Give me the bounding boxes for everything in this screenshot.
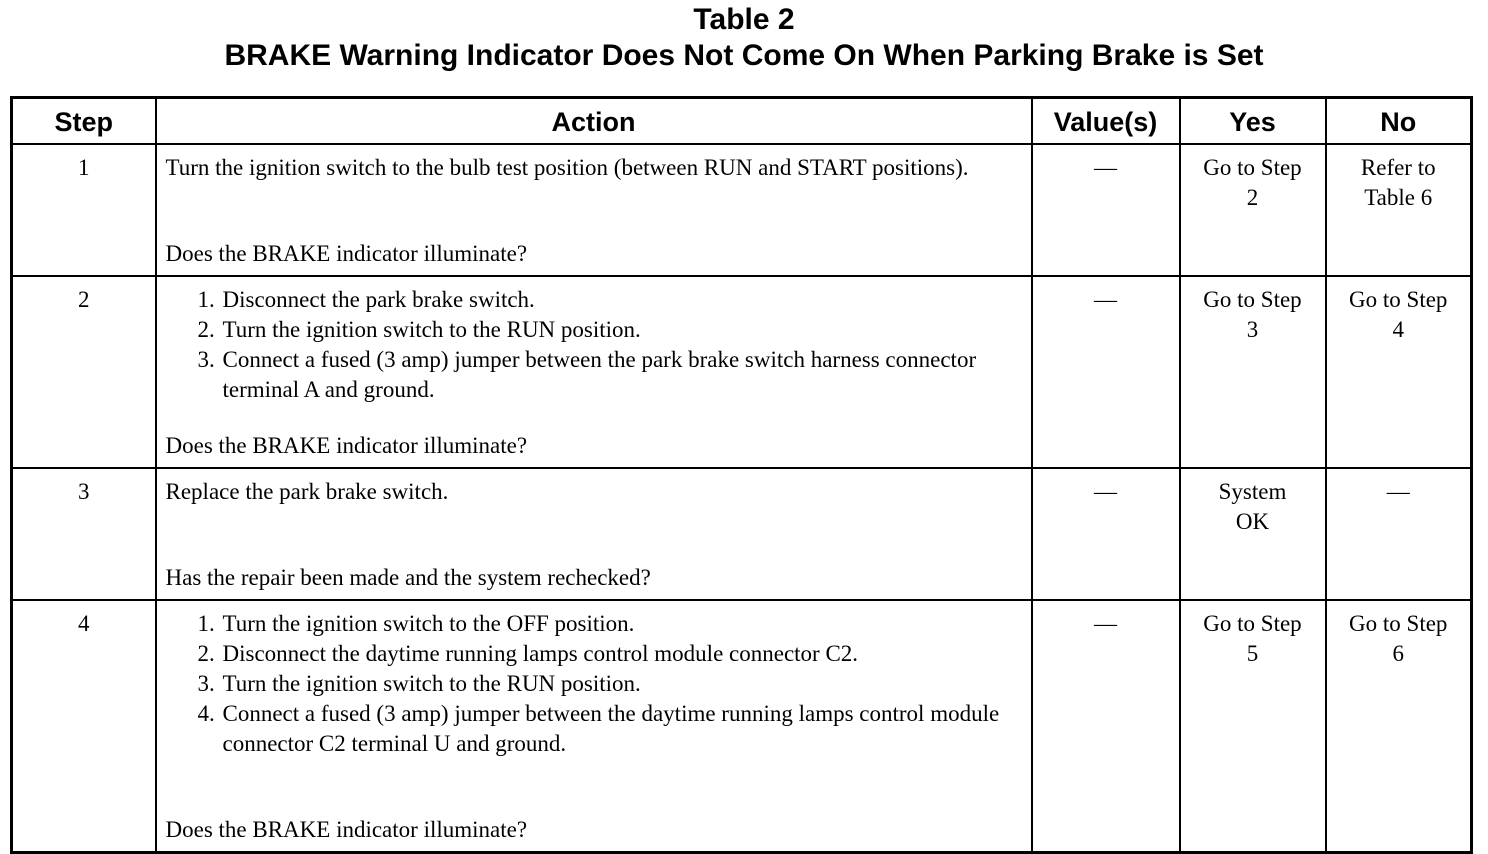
yes-line2: 3 bbox=[1246, 317, 1259, 342]
yes-line1: Go to Step bbox=[1203, 611, 1302, 636]
action-question: Does the BRAKE indicator illuminate? bbox=[165, 433, 528, 458]
table-row bbox=[12, 144, 1472, 276]
action-question: Does the BRAKE indicator illuminate? bbox=[165, 241, 528, 266]
no-line2: Table 6 bbox=[1364, 185, 1433, 210]
action-question: Does the BRAKE indicator illuminate? bbox=[165, 817, 528, 842]
no-line1: Go to Step bbox=[1349, 287, 1448, 312]
yes-cell bbox=[1180, 468, 1326, 600]
action-item: 4. Connect a fused (3 amp) jumper between the daytime running lamps control module connector C2 terminal U and ground. bbox=[221, 699, 1023, 759]
diagnostic-table bbox=[10, 96, 1473, 854]
header-values: Value(s) bbox=[1032, 98, 1180, 145]
yes-line1: System bbox=[1218, 479, 1287, 504]
no-cell bbox=[1326, 144, 1472, 276]
no-cell bbox=[1326, 600, 1472, 853]
table-title: Table 2 bbox=[693, 3, 795, 36]
action-question: Has the repair been made and the system rechecked? bbox=[165, 565, 651, 590]
step-cell: 2 bbox=[12, 276, 156, 468]
yes-line2: OK bbox=[1235, 509, 1270, 534]
action-item: 1. Turn the ignition switch to the OFF position. bbox=[221, 609, 1023, 639]
yes-line1: Go to Step bbox=[1203, 155, 1302, 180]
action-list bbox=[166, 609, 1023, 759]
step-cell: 4 bbox=[12, 600, 156, 853]
action-text: Replace the park brake switch. bbox=[165, 479, 449, 504]
no-line1: Refer to bbox=[1360, 155, 1436, 180]
step-cell: 3 bbox=[12, 468, 156, 600]
action-item: 1. Disconnect the park brake switch. bbox=[221, 285, 1023, 315]
action-item: 3. Connect a fused (3 amp) jumper between the park brake switch harness connector terminal A and ground. bbox=[221, 345, 1023, 405]
header-row bbox=[12, 98, 1472, 145]
values-cell: — bbox=[1032, 144, 1180, 276]
action-cell bbox=[156, 600, 1032, 853]
action-item: 2. Disconnect the daytime running lamps control module connector C2. bbox=[221, 639, 1023, 669]
no-cell bbox=[1326, 276, 1472, 468]
no-line1: — bbox=[1386, 479, 1410, 504]
table-row bbox=[12, 468, 1472, 600]
step-cell: 1 bbox=[12, 144, 156, 276]
table-row bbox=[12, 600, 1472, 853]
no-line2: 6 bbox=[1392, 641, 1404, 666]
values-cell: — bbox=[1032, 600, 1180, 853]
yes-line2: 5 bbox=[1246, 641, 1259, 666]
yes-cell bbox=[1180, 144, 1326, 276]
action-text: Turn the ignition switch to the bulb test position (between RUN and START positions). bbox=[165, 155, 969, 180]
header-yes: Yes bbox=[1180, 98, 1326, 145]
values-cell: — bbox=[1032, 468, 1180, 600]
no-line2: 4 bbox=[1392, 317, 1404, 342]
header-action: Action bbox=[156, 98, 1032, 145]
action-item: 3. Turn the ignition switch to the RUN position. bbox=[221, 669, 1023, 699]
no-cell bbox=[1326, 468, 1472, 600]
action-cell bbox=[156, 144, 1032, 276]
action-cell bbox=[156, 276, 1032, 468]
table-row bbox=[12, 276, 1472, 468]
yes-cell bbox=[1180, 600, 1326, 853]
action-list bbox=[166, 285, 1023, 405]
no-line1: Go to Step bbox=[1349, 611, 1448, 636]
action-item: 2. Turn the ignition switch to the RUN position. bbox=[221, 315, 1023, 345]
yes-line1: Go to Step bbox=[1203, 287, 1302, 312]
yes-line2: 2 bbox=[1246, 185, 1259, 210]
yes-cell bbox=[1180, 276, 1326, 468]
values-cell: — bbox=[1032, 276, 1180, 468]
action-cell bbox=[156, 468, 1032, 600]
header-no: No bbox=[1326, 98, 1472, 145]
table-subtitle: BRAKE Warning Indicator Does Not Come On When Parking Brake is Set bbox=[224, 39, 1264, 72]
header-step: Step bbox=[12, 98, 156, 145]
